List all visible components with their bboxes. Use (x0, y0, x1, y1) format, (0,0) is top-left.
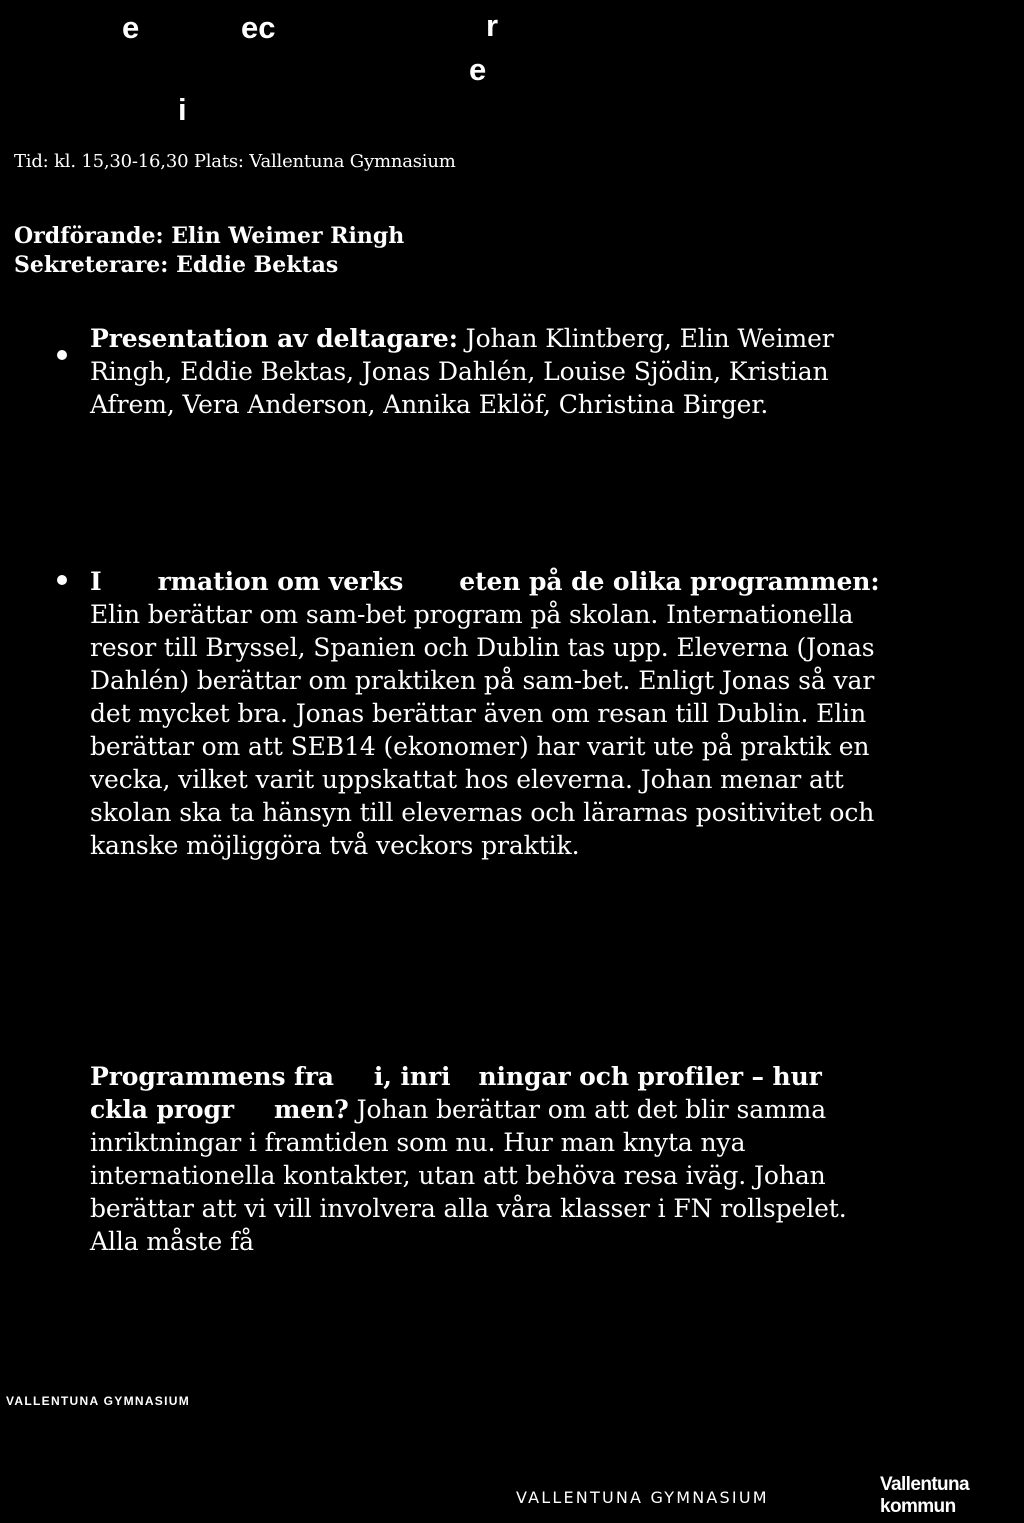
agenda-item-body: Elin berättar om sam-bet program på skolan. Internationella resor till Bryssel, Spanien och Dublin tas upp. Eleverna (Jonas Dahlén) berättar om praktiken på sam-bet. Enligt Jonas så var det mycket bra. Jonas berättar även om resan till Dublin. Elin berättar om att SEB14 (ekonomer) har varit ute på praktik en vecka, vilket varit uppskattat hos eleverna. Johan menar att skolan ska ta hänsyn till elevernas och lärarnas positivitet och kanske möjliggöra två veckors praktik. (90, 600, 875, 860)
agenda-item-heading-part-c: , inri (383, 1062, 451, 1091)
agenda-item-program-development (90, 1060, 880, 1258)
bullet-2 (57, 575, 67, 585)
meeting-time-place: Tid: kl. 15,30-16,30 Plats: Vallentuna Gymnasium (14, 151, 456, 172)
agenda-item-presentation (90, 322, 880, 421)
agenda-item-heading: Presentation av deltagare: (90, 324, 458, 353)
agenda-item-heading-part-f: men? (273, 1095, 349, 1124)
title-fragment-5: i (178, 92, 187, 127)
agenda-item-heading-part-c: eten på de olika programmen: (459, 567, 880, 596)
logo-line-1: Vallentuna (880, 1474, 970, 1495)
footer-school-name: VALLENTUNA GYMNASIUM (6, 1394, 190, 1408)
agenda-item-heading-part-d: ningar och profiler – hur (478, 1062, 822, 1091)
officers (14, 222, 404, 280)
agenda-item-heading-part-a: Programmens fra (90, 1062, 334, 1091)
title-fragment-2: ec (241, 10, 276, 45)
agenda-item-heading-part-b: rmation om verks (157, 567, 404, 596)
title-fragment-4: e (469, 52, 487, 87)
agenda-item-body: Johan Klintberg, Elin Weimer Ringh, Eddie Bektas, Jonas Dahlén, Louise Sjödin, Kristian Afrem, Vera Anderson, Annika Eklöf, Christina Birger. (90, 324, 834, 419)
agenda-item-programs-info (90, 565, 880, 862)
title-fragment-3: r (486, 8, 499, 43)
footer-school-name-right: VALLENTUNA GYMNASIUM (516, 1488, 769, 1507)
agenda-item-body: Johan berättar om att det blir samma inriktningar i framtiden som nu. Hur man knyta nya internationella kontakter, utan att behöva resa iväg. Johan berättar att vi vill involvera alla våra klasser i FN rollspelet. Alla måste få (90, 1095, 847, 1256)
bullet-1 (57, 350, 67, 360)
agenda-item-heading-part-e: ckla progr (90, 1095, 234, 1124)
chairperson: Ordförande: Elin Weimer Ringh (14, 223, 405, 249)
secretary: Sekreterare: Eddie Bektas (14, 252, 339, 278)
title-fragment-1: e (122, 10, 140, 45)
municipality-logo (880, 1474, 1020, 1518)
agenda-item-heading-part-b: i (373, 1062, 384, 1091)
agenda-item-heading-part-a: I (90, 567, 102, 596)
logo-line-2: kommun (880, 1496, 956, 1517)
